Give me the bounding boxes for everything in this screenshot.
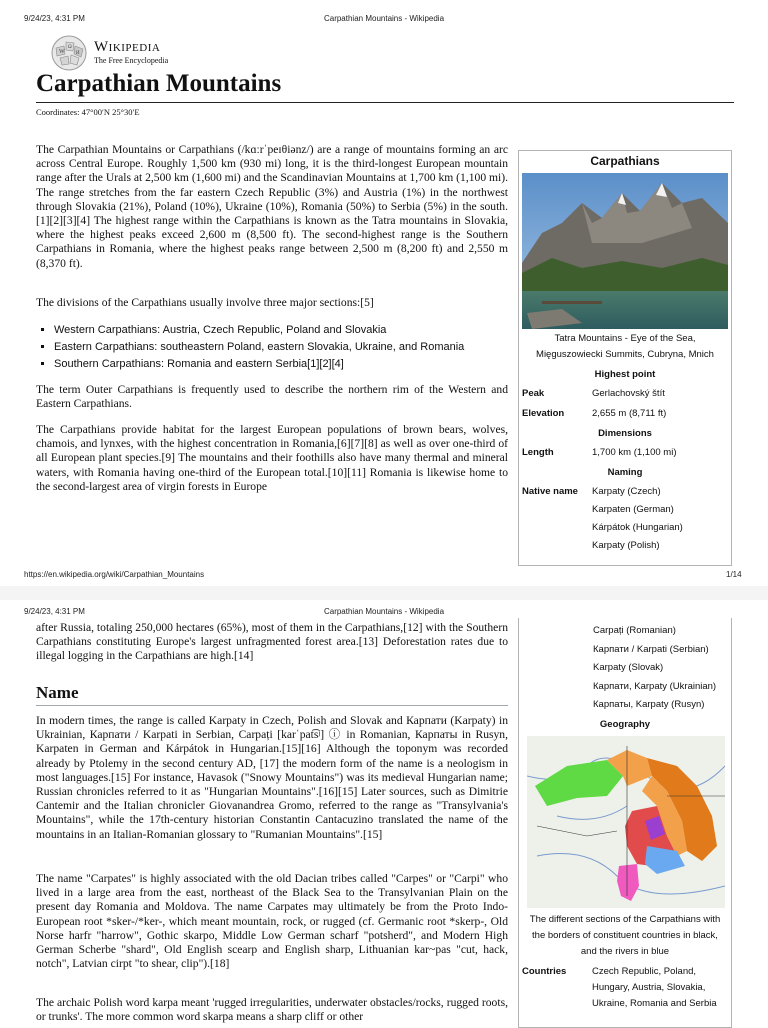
page-break [0,586,768,600]
print-footer-page: 1/14 [726,570,742,579]
lead-paragraph-4: The Carpathians provide habitat for the largest European populations of brown bears, wolves, chamois, and lynxes, with the highest concentration in Romania,[6][7][8] as well as over one-third of all European plant species.[9] The mountains and their foothills also have many thermal and mineral waters, with Romania having one-third of the European total.[10][11] Romania is likewise home to the second-largest area of virgin forests in Europe [36,423,508,493]
native-name-item[interactable]: Karpaty (Slovak) [593,662,664,673]
wikipedia-tagline: The Free Encyclopedia [94,56,169,65]
name-paragraph-1: In modern times, the range is called Karpaty in Czech, Polish and Slovak and Карпати (Karpaty) in Ukrainian, Карпати / Karpati in Serbian, Carpați [karˈpat͡sʲ] ⓘ in Romanian, Карпаты in Rusyn, Karpaten in German and Kárpátok in Hungarian.[15][16] Although the toponym was recorded already by Ptolemy in the second century AD, [17] the modern form of the name is a neologism in most languages.[15] For instance, Havasok ("Snowy Mountains") was its medieval Hungarian name; Russian chronicles referred to it as "Hungarian Mountains".[16][15] Later sources, such as Dimitrie Cantemir and the Italian chronicler Giovanandrea Gromo, referred to the range as "Transylvania's Mountains", while the 17th-century historian Constantin Cantacuzino translated the name of the mountains in an Italian-Romanian glossary to "Rumanian Mountains".[15] [36,714,508,841]
native-name-item[interactable]: Карпати / Karpati (Serbian) [593,643,709,655]
divisions-list [40,322,524,373]
native-name-item[interactable]: Kárpátok (Hungarian) [592,522,683,533]
native-name-item[interactable]: Карпаты, Karpaty (Rusyn) [593,699,705,710]
infobox-label-peak: Peak [522,388,545,399]
svg-text:И: И [76,51,80,56]
native-name-item[interactable]: Karpaty (Czech) [592,486,661,497]
infobox-value-elevation: 2,655 m (8,711 ft) [592,408,667,419]
print-header-title: Carpathian Mountains - Wikipedia [323,14,445,23]
native-name-item[interactable]: Karpaten (German) [592,504,674,515]
infobox-section-naming: Naming [607,467,643,478]
native-name-item[interactable]: Carpați (Romanian) [593,625,676,636]
native-name-item[interactable]: Karpaty (Polish) [592,540,660,551]
lead-paragraph-1: The Carpathian Mountains or Carpathians (/kɑːrˈpeɪθiənz/) are a range of mountains forming an arc across Central Europe. Roughly 1,500 km (930 mi) long, it is the third-longest European mountain range after the Urals at 2,500 km (1,600 mi) and the Scandinavian Mountains at 1,700 km (1,100 mi). The range stretches from the far eastern Czech Republic (3%) and Austria (1%) in the northwest through Slovakia (21%), Poland (10%), Ukraine (10%), Romania (50%) to Serbia (5%) in the south.[1][2][3][4] The highest range within the Carpathians is known as the Tatra mountains in Slovakia, where the highest peaks exceed 2,600 m (8,500 ft). The second-highest range is the Southern Carpathians in Romania, where the highest peaks range between 2,500 m (8,200 ft) and 2,550 m (8,370 ft). [36,143,509,270]
name-paragraph-2: The name "Carpates" is highly associated with the old Dacian tribes called "Carpes" or "Carpi" who lived in a large area from the east, northeast of the Black Sea to the Transylvanian Plain on the present day Romania and Moldova. The name Carpates may ultimately be from the Proto Indo-European root *sker-/*ker-, which meant mountain, rock, or rugged (cf. Germanic root *skerp-, Old Norse harfr "harrow", Gothic skarpo, Middle Low German scharf "potsherd", and Modern High German Scherbe "shard", Old English scearp and English sharp, Lithuanian kar~pas "cut, hack, notch", Latvian cirpt "to shear, clip").[18] [36,872,508,971]
infobox-value-length: 1,700 km (1,100 mi) [592,447,677,458]
infobox [518,150,732,566]
infobox-section-highest-point: Highest point [594,369,656,380]
infobox-value-peak[interactable]: Gerlachovský štít [592,388,665,399]
lead-paragraph-3: The term Outer Carpathians is frequently used to describe the northern rim of the Western and Eastern Carpathians. [36,383,508,411]
coordinates[interactable]: Coordinates: 47°00′N 25°30′E [36,107,140,117]
print-header-date: 9/24/23, 4:31 PM [24,607,85,616]
svg-text:Ω: Ω [68,45,72,50]
list-item[interactable]: ▪ Southern Carpathians: Romania and eastern Serbia[1][2][4] [54,356,524,373]
infobox-section-dimensions: Dimensions [598,428,652,439]
name-paragraph-3: The archaic Polish word karpa meant 'rugged irregularities, underwater obstacles/rocks, rugged roots, or trunks'. The more common word skarpa means a sharp cliff or other [36,996,508,1024]
print-header-date: 9/24/23, 4:31 PM [24,14,85,23]
list-item[interactable]: ▪ Eastern Carpathians: southeastern Poland, eastern Slovakia, Ukraine, and Romania [54,339,524,356]
section-heading-name: Name [36,683,79,702]
infobox-photo-tatra[interactable] [522,173,728,329]
infobox-label-length: Length [522,447,554,458]
infobox-map-carpathians[interactable] [527,736,723,908]
infobox-map-caption: The different sections of the Carpathians with the borders of constituent countries in black, and the rivers in blue [529,913,721,957]
svg-text:W: W [59,49,65,55]
infobox-label-elevation: Elevation [522,408,565,419]
infobox-value-countries[interactable]: Czech Republic, Poland, Hungary, Austria, Slovakia, Ukraine, Romania and Serbia [592,965,717,1009]
native-name-item[interactable]: Карпати, Karpaty (Ukrainian) [593,680,717,692]
lead-paragraph-continued: after Russia, totaling 250,000 hectares (65%), most of them in the Carpathians,[12] with the Southern Carpathians constituting Europe's largest unfragmented forest area.[13] Deforestation rates due to illegal logging in the Carpathians are high.[14] [36,621,508,663]
infobox-photo-caption: Tatra Mountains - Eye of the Sea, Mięguszowiecki Summits, Cubryna, Mnich [536,333,714,360]
title-rule [36,102,734,103]
wikipedia-globe-logo[interactable] [50,34,88,72]
lead-paragraph-2: The divisions of the Carpathians usually involve three major sections:[5] [36,296,374,309]
section-rule [36,705,508,706]
list-item[interactable]: ▪ Western Carpathians: Austria, Czech Republic, Poland and Slovakia [54,322,524,339]
infobox-title: Carpathians [590,154,660,168]
print-footer-url[interactable]: https://en.wikipedia.org/wiki/Carpathian_Mountains [24,570,205,579]
infobox-label-native-name: Native name [522,486,578,497]
infobox-continued [518,618,732,1028]
infobox-label-countries: Countries [522,965,567,977]
print-header-title: Carpathian Mountains - Wikipedia [323,607,445,616]
wikipedia-wordmark: Wikipedia [94,39,161,55]
article-title: Carpathian Mountains [36,70,282,97]
infobox-section-geography: Geography [599,718,651,730]
